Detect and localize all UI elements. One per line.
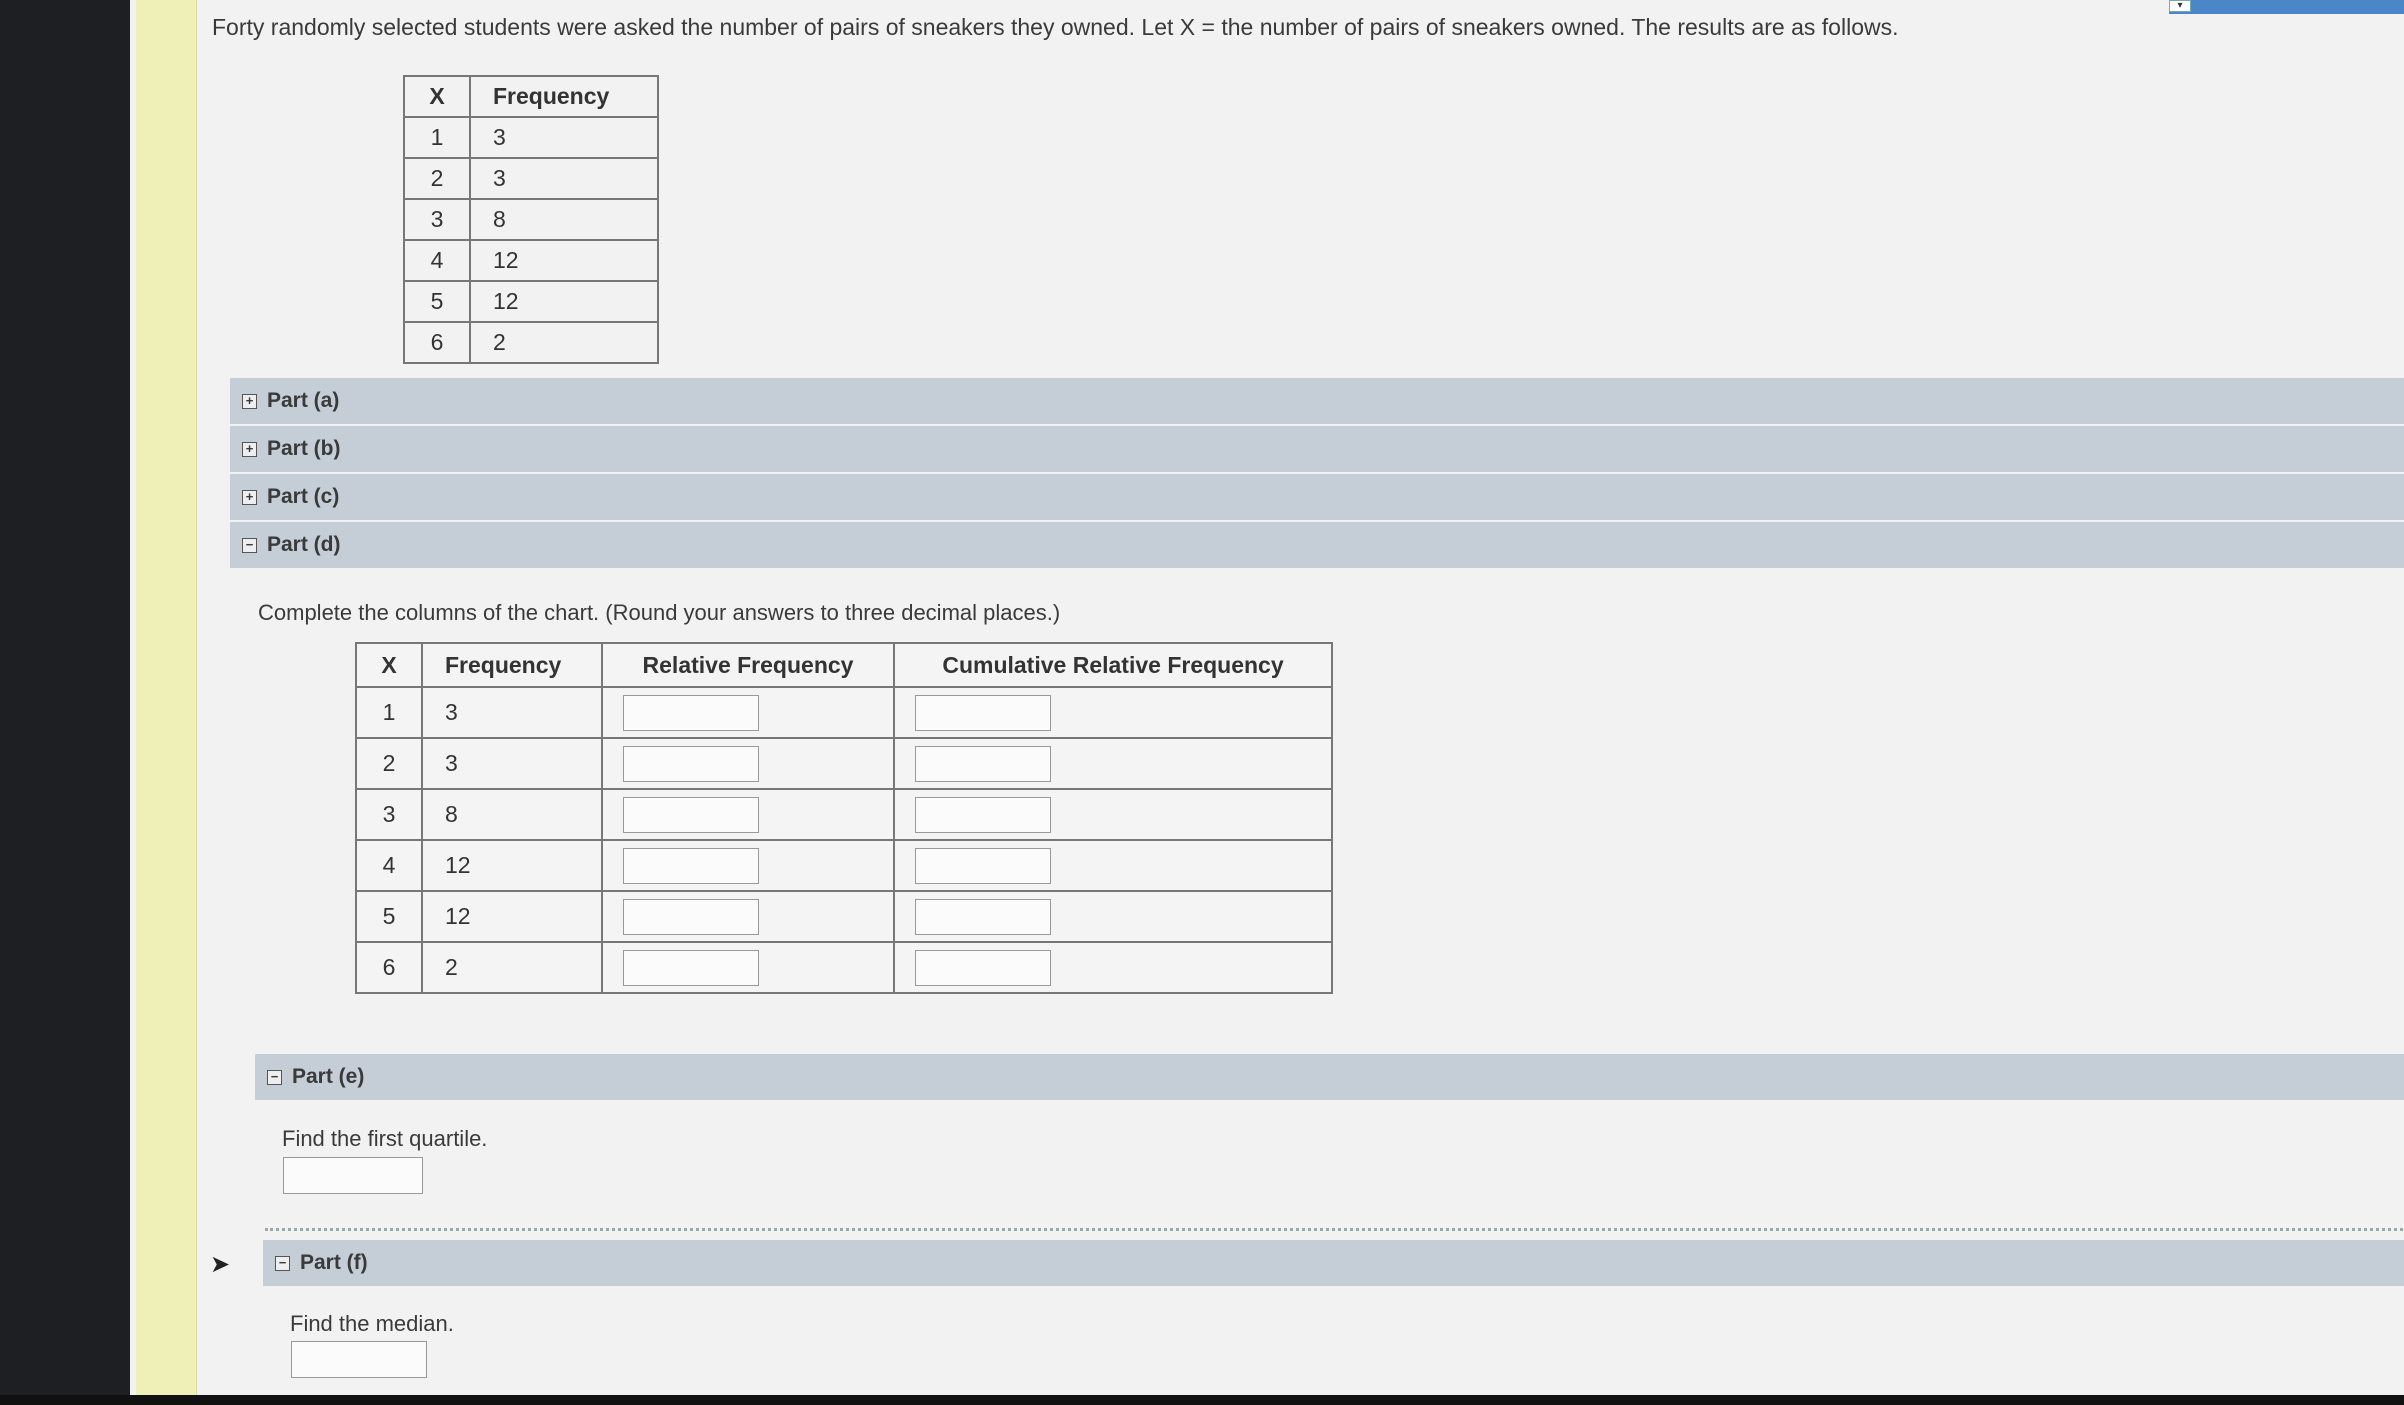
cell-frequency: 12 — [470, 281, 658, 322]
table-row — [356, 891, 1332, 942]
table-row — [356, 789, 1332, 840]
relative-frequency-cell — [602, 738, 894, 789]
left-margin-strip — [136, 0, 197, 1395]
cumulative-relative-frequency-input[interactable] — [915, 797, 1051, 833]
part-d-label: Part (d) — [267, 533, 341, 556]
cell-frequency: 12 — [422, 840, 602, 891]
first-quartile-input[interactable] — [283, 1157, 423, 1194]
part-f-label: Part (f) — [300, 1251, 368, 1274]
part-e-header[interactable] — [255, 1054, 2404, 1100]
cumulative-relative-frequency-input[interactable] — [915, 695, 1051, 731]
minus-icon[interactable]: − — [275, 1256, 290, 1271]
header-frequency: Frequency — [470, 76, 658, 117]
header-x: X — [404, 76, 470, 117]
cell-frequency: 8 — [470, 199, 658, 240]
relative-frequency-cell — [602, 789, 894, 840]
cumulative-frequency-cell — [894, 738, 1332, 789]
cell-x: 2 — [404, 158, 470, 199]
cell-frequency: 3 — [422, 687, 602, 738]
cumulative-frequency-cell — [894, 840, 1332, 891]
cumulative-frequency-cell — [894, 789, 1332, 840]
divider — [265, 1228, 2404, 1231]
table-row — [404, 199, 658, 240]
cell-frequency: 2 — [422, 942, 602, 993]
cell-x: 5 — [356, 891, 422, 942]
cell-x: 3 — [356, 789, 422, 840]
part-d-instruction: Complete the columns of the chart. (Round your answers to three decimal places.) — [258, 600, 1061, 625]
table-row — [404, 158, 658, 199]
relative-frequency-cell — [602, 687, 894, 738]
part-e-label: Part (e) — [292, 1065, 365, 1088]
dropdown-arrow-icon[interactable]: ▾ — [2169, 0, 2191, 12]
screen-bezel — [0, 1395, 2404, 1405]
cumulative-frequency-cell — [894, 942, 1332, 993]
cumulative-relative-frequency-input[interactable] — [915, 950, 1051, 986]
given-frequency-table — [403, 75, 659, 364]
problem-statement: Forty randomly selected students were asked the number of pairs of sneakers they owned. Let X = the number of pairs of sneakers owned. The results are as follows. — [212, 14, 1899, 40]
plus-icon[interactable]: + — [242, 442, 257, 457]
header-x: X — [356, 643, 422, 687]
table-header-row — [356, 643, 1332, 687]
table-row — [404, 240, 658, 281]
cell-frequency: 2 — [470, 322, 658, 363]
cell-x: 2 — [356, 738, 422, 789]
relative-frequency-cell — [602, 891, 894, 942]
part-f-header[interactable] — [263, 1240, 2404, 1286]
cell-x: 5 — [404, 281, 470, 322]
plus-icon[interactable]: + — [242, 394, 257, 409]
question-page — [130, 0, 2404, 1395]
top-accent-bar — [2169, 0, 2404, 14]
relative-frequency-chart — [355, 642, 1333, 994]
cumulative-frequency-cell — [894, 687, 1332, 738]
part-c-header[interactable] — [230, 474, 2404, 520]
part-b-label: Part (b) — [267, 437, 341, 460]
part-b-header[interactable] — [230, 426, 2404, 472]
table-row — [356, 738, 1332, 789]
header-frequency: Frequency — [422, 643, 602, 687]
cell-frequency: 8 — [422, 789, 602, 840]
relative-frequency-input[interactable] — [623, 695, 759, 731]
table-row — [404, 281, 658, 322]
table-header-row — [404, 76, 658, 117]
part-a-header[interactable] — [230, 378, 2404, 424]
cell-frequency: 3 — [470, 117, 658, 158]
plus-icon[interactable]: + — [242, 490, 257, 505]
relative-frequency-cell — [602, 840, 894, 891]
relative-frequency-input[interactable] — [623, 848, 759, 884]
cell-frequency: 12 — [422, 891, 602, 942]
cell-x: 1 — [404, 117, 470, 158]
mouse-cursor-icon: ➤ — [210, 1251, 231, 1278]
relative-frequency-input[interactable] — [623, 950, 759, 986]
cell-x: 3 — [404, 199, 470, 240]
cumulative-relative-frequency-input[interactable] — [915, 899, 1051, 935]
part-e-instruction: Find the first quartile. — [282, 1126, 488, 1151]
header-cumulative-relative-frequency: Cumulative Relative Frequency — [894, 643, 1332, 687]
cell-x: 4 — [356, 840, 422, 891]
minus-icon[interactable]: − — [267, 1070, 282, 1085]
header-relative-frequency: Relative Frequency — [602, 643, 894, 687]
part-d-header[interactable] — [230, 522, 2404, 568]
cell-x: 6 — [356, 942, 422, 993]
cumulative-relative-frequency-input[interactable] — [915, 848, 1051, 884]
cell-x: 6 — [404, 322, 470, 363]
table-row — [356, 687, 1332, 738]
minus-icon[interactable]: − — [242, 538, 257, 553]
cumulative-frequency-cell — [894, 891, 1332, 942]
table-row — [356, 942, 1332, 993]
part-c-label: Part (c) — [267, 485, 340, 508]
table-row — [404, 117, 658, 158]
relative-frequency-cell — [602, 942, 894, 993]
median-input[interactable] — [291, 1341, 427, 1378]
table-row — [356, 840, 1332, 891]
part-f-instruction: Find the median. — [290, 1311, 454, 1336]
cell-frequency: 3 — [470, 158, 658, 199]
table-row — [404, 322, 658, 363]
part-a-label: Part (a) — [267, 389, 340, 412]
cell-x: 1 — [356, 687, 422, 738]
relative-frequency-input[interactable] — [623, 746, 759, 782]
cell-x: 4 — [404, 240, 470, 281]
relative-frequency-input[interactable] — [623, 797, 759, 833]
cell-frequency: 12 — [470, 240, 658, 281]
relative-frequency-input[interactable] — [623, 899, 759, 935]
cell-frequency: 3 — [422, 738, 602, 789]
cumulative-relative-frequency-input[interactable] — [915, 746, 1051, 782]
